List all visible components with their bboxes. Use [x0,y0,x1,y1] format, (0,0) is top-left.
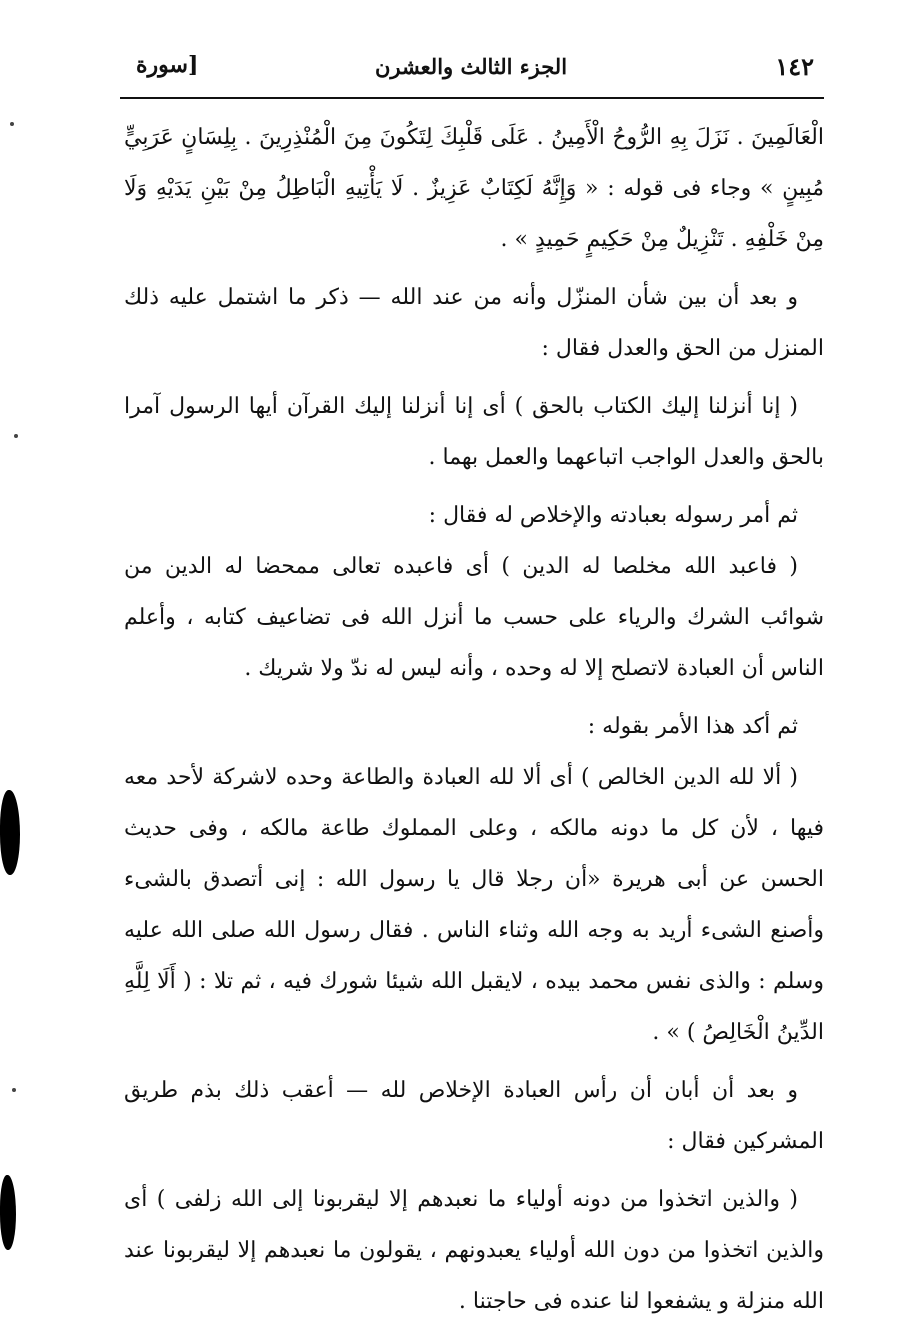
scan-speck [10,122,14,126]
scan-blot [0,1175,16,1250]
verse-explanation-paragraph: ( والذين اتخذوا من دونه أولياء ما نعبدهم إلا ليقربونا إلى الله زلفى ) أى والذين اتخذوا من دون الله أولياء يعبدونهم ، يقولون ما نعبدهم إلا ليقربونا عند الله منزلة و يشفعوا لنا عنده فى حاجتنا . [124,1187,824,1314]
scan-speck [14,434,18,438]
scan-blot [0,790,20,875]
page-number: ١٤٢ [775,52,814,81]
page-header [118,52,824,96]
quran-quote-paragraph: الْعَالَمِينَ . نَزَلَ بِهِ الرُّوحُ الْأَمِينُ . عَلَى قَلْبِكَ لِتَكُونَ مِنَ الْمُنْذِرِينَ . بِلِسَانٍ عَرَبِيٍّ مُبِينٍ » وجاء فى قوله : « وَإِنَّهُ لَكِتَابٌ عَزِيزٌ . لَا يَأْتِيهِ الْبَاطِلُ مِنْ بَيْنِ يَدَيْهِ وَلَا مِنْ خَلْفِهِ . تَنْزِيلٌ مِنْ حَكِيمٍ حَمِيدٍ » . [124,125,824,252]
verse-explanation-paragraph: ( إنا أنزلنا إليك الكتاب بالحق ) أى إنا أنزلنا إليك القرآن أيها الرسول آمرا بالحق والعدل الواجب اتباعهما والعمل بهما . [124,394,824,470]
verse-explanation-paragraph: ( فاعبد الله مخلصا له الدين ) أى فاعبده تعالى ممحضا له الدين من شوائب الشرك والرياء على حسب ما أنزل الله فى تضاعيف كتابه ، وأعلم الناس أن العبادة لاتصلح إلا له وحده ، وأنه ليس له ندّ ولا شريك . [124,554,824,681]
hadith-paragraph: ( ألا لله الدين الخالص ) أى ألا لله العبادة والطاعة وحده لاشركة لأحد معه فيها ، لأن كل ما دونه مالكه ، وعلى المملوك طاعة مالكه ، وفى حديث الحسن عن أبى هريرة «أن رجلا قال يا رسول الله : إنى أتصدق بالشىء وأصنع الشىء أريد به وجه الله وثناء الناس . فقال رسول الله صلى الله عليه وسلم : والذى نفس محمد بيده ، لايقبل الله شيئا شورك فيه ، ثم تلا : ( أَلَا لِلَّهِ الدِّينُ الْخَالِصُ ) » . [124,765,825,1045]
surah-label: [سورة [136,52,199,78]
transition-paragraph: ثم أكد هذا الأمر بقوله : [587,714,798,739]
scan-speck [12,1088,16,1092]
transition-paragraph: ثم أمر رسوله بعبادته والإخلاص له فقال : [428,503,798,528]
running-title: الجزء الثالث والعشرن [374,54,568,79]
header-rule [120,97,824,99]
commentary-paragraph: و بعد أن بين شأن المنزّل وأنه من عند الله — ذكر ما اشتمل عليه ذلك المنزل من الحق والعدل فقال : [124,285,824,361]
commentary-paragraph: و بعد أن أبان أن رأس العبادة الإخلاص لله — أعقب ذلك بذم طريق المشركين فقال : [124,1078,824,1154]
page-body [124,112,824,1334]
